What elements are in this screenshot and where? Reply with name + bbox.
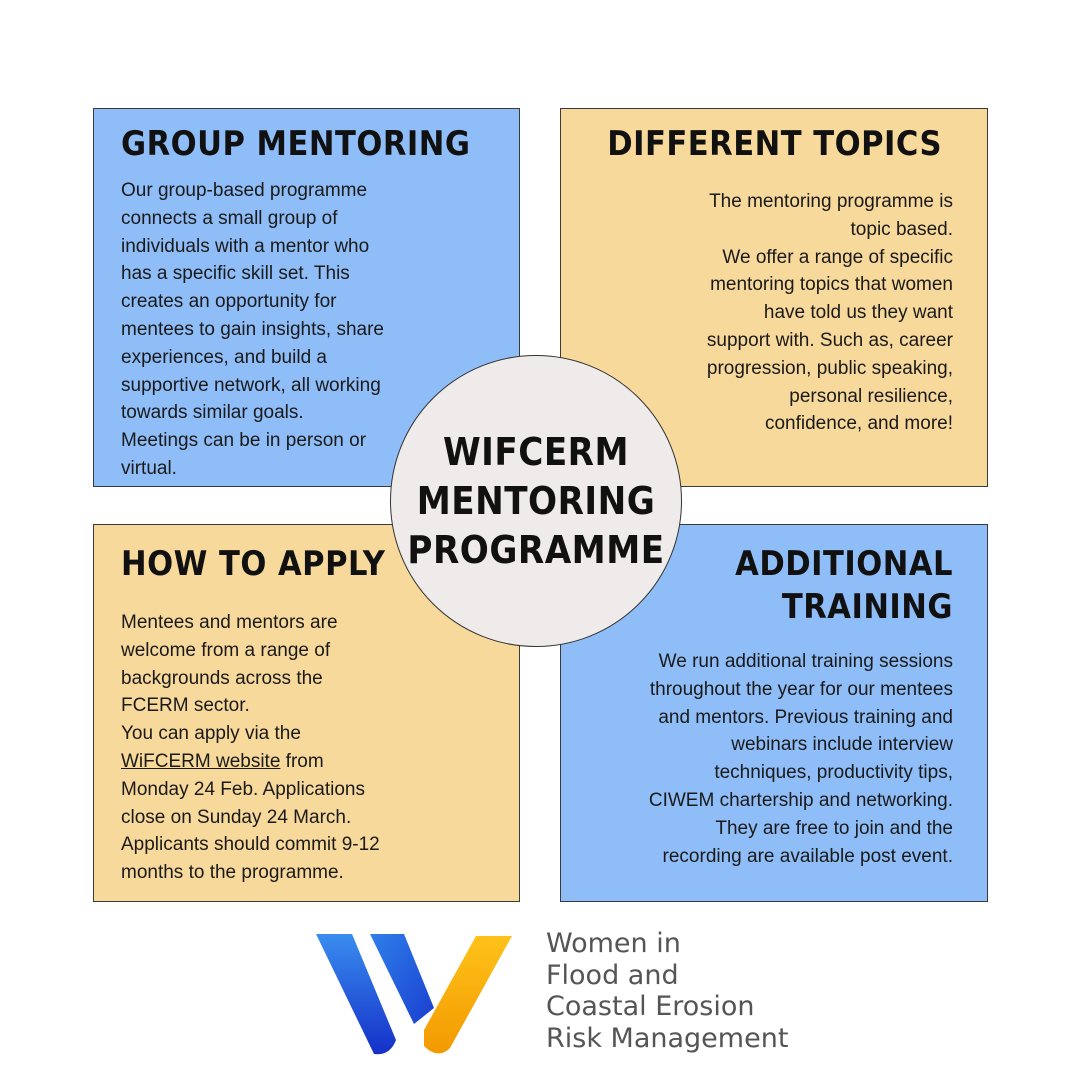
group-mentoring-title: GROUP MENTORING bbox=[121, 124, 471, 164]
how-to-apply-text: Mentees and mentors are welcome from a range of backgrounds across the FCERM sector. You can apply via the WiFCERM website from Monday 24 Feb. Applications close on Sunday 24 March. Applicants should commit 9-12 months to the programme. bbox=[121, 612, 380, 884]
how-to-apply-title: HOW TO APPLY bbox=[121, 544, 386, 584]
organisation-name: Women in Flood and Coastal Erosion Risk Management bbox=[546, 928, 789, 1054]
additional-training-title: ADDITIONAL TRAINING bbox=[735, 544, 953, 627]
programme-title: WIFCERM MENTORING PROGRAMME bbox=[407, 429, 665, 572]
wifcerm-logo-icon bbox=[312, 928, 514, 1058]
different-topics-text: The mentoring programme is topic based. We offer a range of specific mentoring topics that women have told us they want support with. Such as, career progression, public speaking, personal resilience, confidence, and more! bbox=[706, 191, 953, 435]
different-topics-title: DIFFERENT TOPICS bbox=[607, 124, 942, 164]
additional-training-text: We run additional training sessions throughout the year for our mentees and mentors. Previous training and webinars include interview techniques, productivity tips, CIWEM chartership and networking. They are free to join and the recording are available post event. bbox=[648, 651, 953, 867]
programme-title-circle bbox=[390, 355, 682, 647]
wifcerm-website-link[interactable]: WiFCERM website bbox=[121, 750, 281, 772]
group-mentoring-text: Our group-based programme connects a small group of individuals with a mentor who has a specific skill set. This creates an opportunity for mentees to gain insights, share experiences, and build a supportive network, all working towards similar goals. Meetings can be in person or virtual. bbox=[121, 180, 384, 479]
